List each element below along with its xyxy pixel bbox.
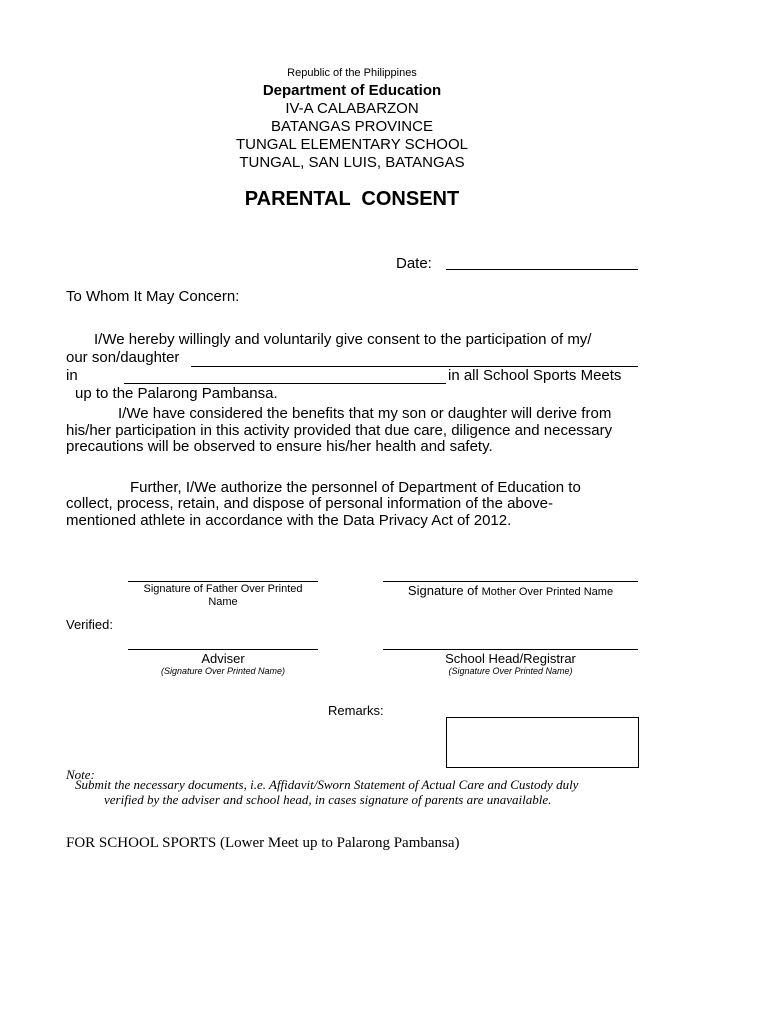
- footer-text: FOR SCHOOL SPORTS (Lower Meet up to Palarong Pambansa): [66, 835, 460, 851]
- privacy-line-2: collect, process, retain, and dispose of personal information of the above-: [66, 495, 553, 512]
- adviser-signature-line[interactable]: [128, 649, 318, 650]
- republic-line: Republic of the Philippines: [287, 67, 417, 79]
- mother-caption-prefix: Signature of: [407, 583, 482, 598]
- benefits-line-1: I/We have considered the benefits that my son or daughter will derive from: [118, 405, 612, 422]
- father-signature-line[interactable]: [128, 581, 318, 582]
- school-head-label: School Head/Registrar: [445, 651, 576, 666]
- benefits-line-2: his/her participation in this activity provided that due care, diligence and necessary: [66, 422, 613, 439]
- son-daughter-label: our son/daughter: [66, 349, 180, 366]
- privacy-line-3: mentioned athlete in accordance with the Data Privacy Act of 2012.: [66, 512, 512, 529]
- department-line: Department of Education: [262, 82, 442, 99]
- address-line: TUNGAL, SAN LUIS, BATANGAS: [239, 154, 465, 171]
- school-head-sub-caption: (Signature Over Printed Name): [448, 666, 573, 676]
- in-suffix: in all School Sports Meets: [448, 367, 622, 384]
- remarks-box[interactable]: [446, 717, 639, 768]
- benefits-line-3: precautions will be observed to ensure his/her health and safety.: [66, 438, 493, 455]
- mother-signature-caption: [383, 582, 638, 600]
- verified-label: Verified:: [66, 617, 113, 632]
- note-line-1: Submit the necessary documents, i.e. Affidavit/Sworn Statement of Actual Care and Custody duly: [75, 777, 579, 792]
- father-signature-caption-1: Signature of Father Over Printed: [143, 583, 303, 595]
- province-line: BATANGAS PROVINCE: [271, 118, 433, 135]
- region-line: IV-A CALABARZON: [285, 100, 419, 117]
- adviser-label: Adviser: [201, 651, 245, 666]
- remarks-label: Remarks:: [328, 703, 384, 718]
- consent-line-4: up to the Palarong Pambansa.: [75, 385, 278, 402]
- note-line-2: verified by the adviser and school head, in cases signature of parents are unavailable.: [104, 792, 552, 807]
- date-label: Date:: [396, 255, 432, 272]
- school-line: TUNGAL ELEMENTARY SCHOOL: [235, 136, 468, 153]
- salutation: To Whom It May Concern:: [66, 288, 240, 305]
- privacy-line-1: Further, I/We authorize the personnel of Department of Education to: [130, 479, 581, 496]
- adviser-sub-caption: (Signature Over Printed Name): [160, 666, 286, 676]
- in-label: in: [66, 367, 78, 384]
- date-field-line[interactable]: [446, 269, 638, 270]
- consent-line-1: I/We hereby willingly and voluntarily give consent to the participation of my/: [94, 331, 592, 348]
- page-title: PARENTAL CONSENT: [244, 188, 460, 210]
- school-head-signature-line[interactable]: [383, 649, 638, 650]
- mother-caption-rest: Mother Over Printed Name: [481, 586, 614, 598]
- event-field-line[interactable]: [124, 383, 446, 384]
- note-label: Note:: [66, 767, 95, 782]
- father-signature-caption-2: Name: [208, 596, 238, 608]
